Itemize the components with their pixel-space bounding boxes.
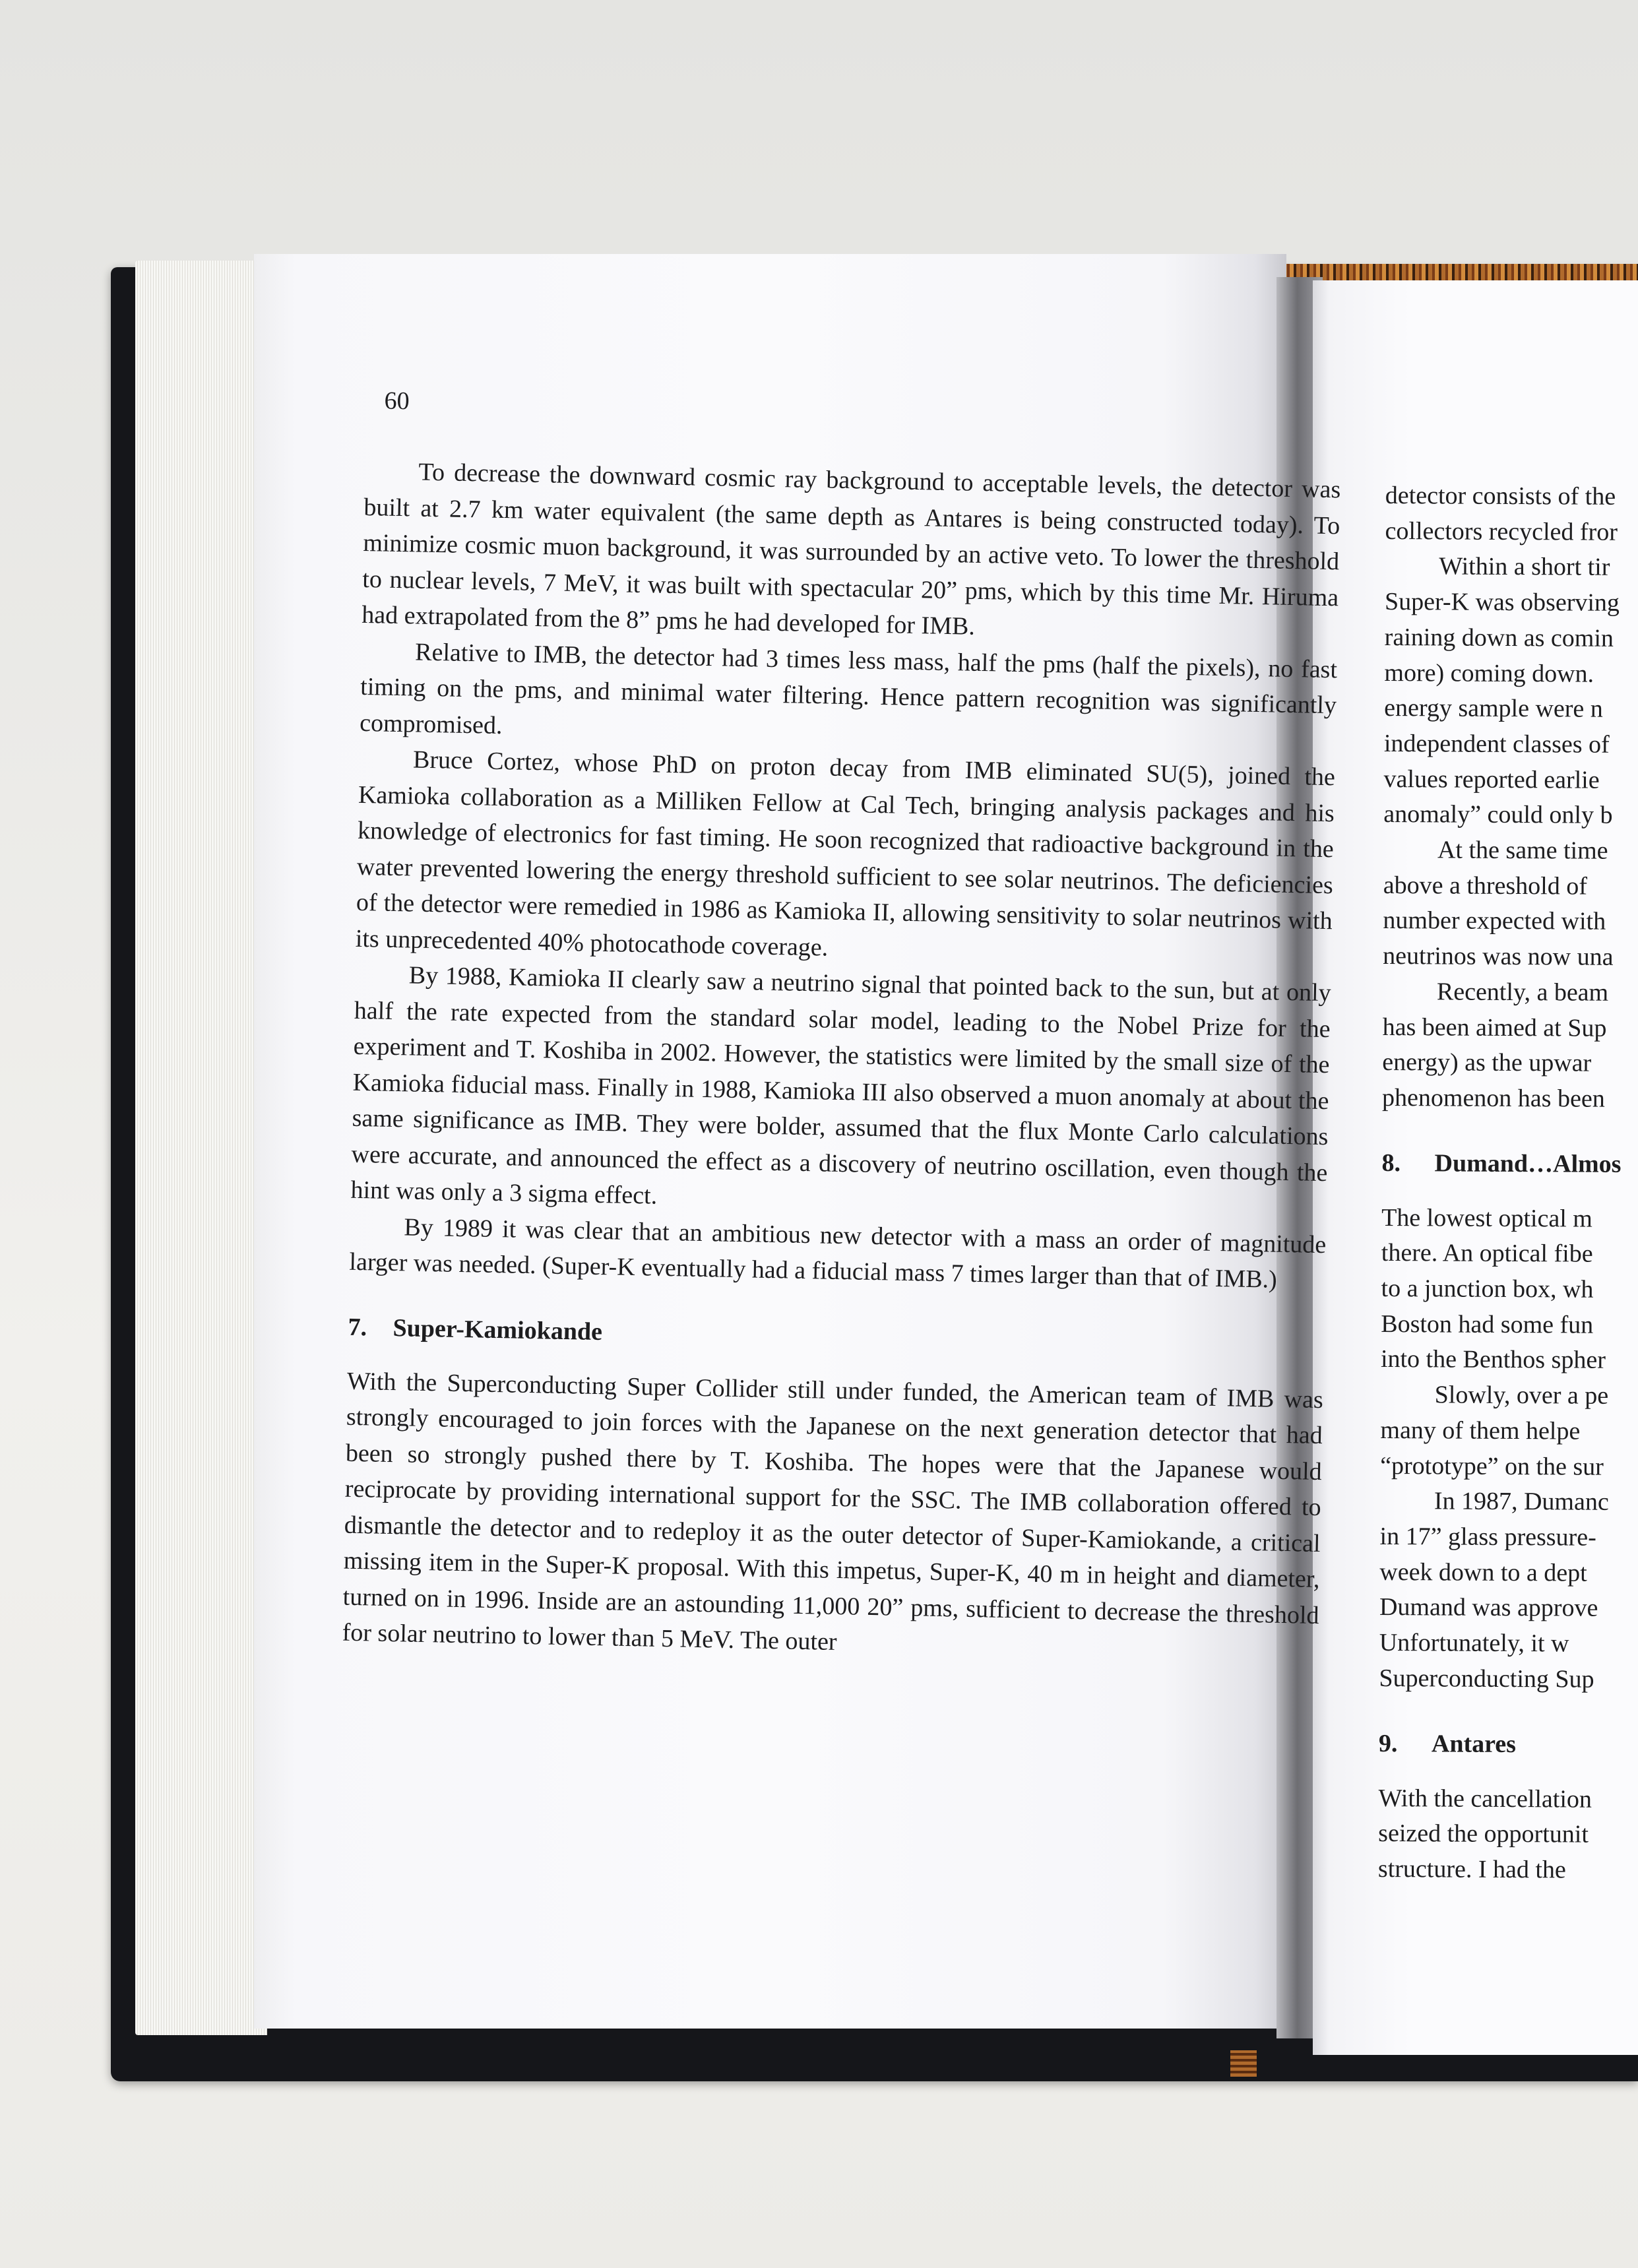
section-title: Antares [1431, 1729, 1517, 1758]
section-heading [1381, 1145, 1638, 1182]
text-line: independent classes of [1383, 729, 1610, 759]
text-line: collectors recycled fror [1385, 517, 1618, 546]
text-line: The lowest optical m [1381, 1203, 1593, 1233]
section-number: 8. [1381, 1149, 1401, 1177]
text-line: In 1987, Dumanc [1433, 1487, 1609, 1517]
right-text-block [1378, 1780, 1638, 1888]
text-line: detector consists of the [1385, 481, 1616, 511]
text-line: anomaly” could only b [1383, 800, 1613, 830]
text-line: Superconducting Sup [1379, 1664, 1594, 1693]
text-line: Slowly, over a pe [1434, 1381, 1609, 1410]
section-number: 9. [1378, 1729, 1398, 1757]
section-heading [348, 1309, 1325, 1363]
right-text-block [1382, 478, 1638, 1118]
tailband [1230, 2050, 1257, 2077]
section-title: Dumand…Almos [1434, 1149, 1622, 1178]
section-heading [1379, 1725, 1638, 1762]
text-line: neutrinos was now una [1383, 942, 1614, 971]
right-text-block [1379, 1201, 1638, 1698]
text-line: values reported earlie [1383, 765, 1600, 794]
text-line: Within a short tir [1439, 552, 1610, 582]
text-line: phenomenon has been [1381, 1083, 1605, 1113]
section-title: Super-Kamiokande [393, 1313, 603, 1346]
right-page-text [1378, 478, 1638, 1889]
text-line: week down to a dept [1379, 1558, 1587, 1587]
left-page-text [342, 386, 1342, 1670]
paragraph: By 1988, Kamioka II clearly saw a neutrino signal that pointed back to the sun, but at only half the rate expected from the standard solar model, leading to the Nobel Prize for the experiment and T. Koshiba in 2002. However, the statistics were limited by the small size of the Kamioka fiducial mass. Finally in 1988, Kamioka III also observed a muon anomaly at about the same significance as IMB. They were bolder, assumed that the flux Monte Carlo calculations were accurate, and announced the effect as a discovery of neutrino oscillation, even though the hint was only a 3 sigma effect. [350, 961, 1332, 1210]
paragraph: With the Superconducting Super Collider still under funded, the American team of IMB was strongly encouraged to join forces with the Japanese on the next generation detector that had been so strongly pushed there by T. Koshiba. The hopes were that the Japanese would reciprocate by providing international support for the SSC. The IMB collaboration offered to dismantle the detector and to redeploy it as the outer detector of Super-Kamiokande, a critical missing item in the Super-K proposal. With this impetus, Super-K, 40 m in height and diameter, turned on in 1996. Inside are an astounding 11,000 20” pms, sufficient to decrease the threshold for solar neutrino to lower than 5 MeV. The outer [342, 1367, 1324, 1656]
text-line: there. An optical fibe [1381, 1239, 1593, 1269]
text-line: Boston had some fun [1381, 1309, 1594, 1339]
text-line: Unfortunately, it w [1379, 1629, 1569, 1658]
text-line: structure. I had the [1377, 1854, 1566, 1884]
text-line: into the Benthos spher [1380, 1345, 1606, 1375]
paragraph: Relative to IMB, the detector had 3 times less mass, half the pms (half the pixels), no fast timing on the pms, and minimal water filtering. Hence pattern recognition was significantly compromised. [359, 638, 1338, 740]
text-line: to a junction box, wh [1381, 1275, 1594, 1304]
text-line: energy sample were n [1384, 694, 1603, 723]
text-line: in 17” glass pressure- [1379, 1522, 1596, 1552]
text-line: has been aimed at Sup [1382, 1013, 1607, 1042]
page-number: 60 [384, 387, 410, 416]
text-line: seized the opportunit [1378, 1819, 1589, 1848]
text-line: above a threshold of [1383, 871, 1588, 900]
paragraph: To decrease the downward cosmic ray background to acceptable levels, the detector was built at 2.7 km water equivalent (the same depth as Antares is being constructed today). To minimize cosmic muon background, it was surrounded by an active veto. To lower the threshold to nuclear levels, 7 MeV, it was built with spectacular 20” pms, which by this time Mr. Hiruma had extrapolated from the 8” pms he had developed for IMB. [361, 458, 1341, 641]
text-line: “prototype” on the sur [1380, 1451, 1604, 1481]
section-number: 7. [348, 1313, 367, 1341]
text-line: energy) as the upwar [1382, 1048, 1592, 1077]
text-line: Super-K was observing [1384, 588, 1620, 617]
paragraph: Bruce Cortez, whose PhD on proton decay from IMB eliminated SU(5), joined the Kamioka collaboration as a Milliken Fellow at Cal Tech, bringing analysis packages and his knowledge of electronics for fast timing. He soon recognized that radioactive background in the water prevented lowering the energy threshold sufficient to see solar neutrinos. The deficiencies of the detector were remedied in 1986 as Kamioka II, allowing sensitivity to solar neutrinos with its unprecedented 40% photocathode coverage. [355, 745, 1336, 962]
paragraph: By 1989 it was clear that an ambitious new detector with a mass an order of magnitude larger was needed. (Super-K eventually had a fiducial mass 7 times larger than that of IMB.) [349, 1213, 1327, 1294]
text-line: Dumand was approve [1379, 1593, 1598, 1623]
text-line: many of them helpe [1380, 1416, 1581, 1445]
text-line: Recently, a beam [1436, 978, 1609, 1007]
text-line: At the same time [1437, 836, 1608, 865]
text-line: raining down as comin [1384, 623, 1614, 652]
page-edges [135, 261, 267, 2035]
text-line: more) coming down. [1384, 658, 1594, 688]
text-line: number expected with [1383, 906, 1606, 936]
text-line: With the cancellation [1378, 1784, 1592, 1813]
